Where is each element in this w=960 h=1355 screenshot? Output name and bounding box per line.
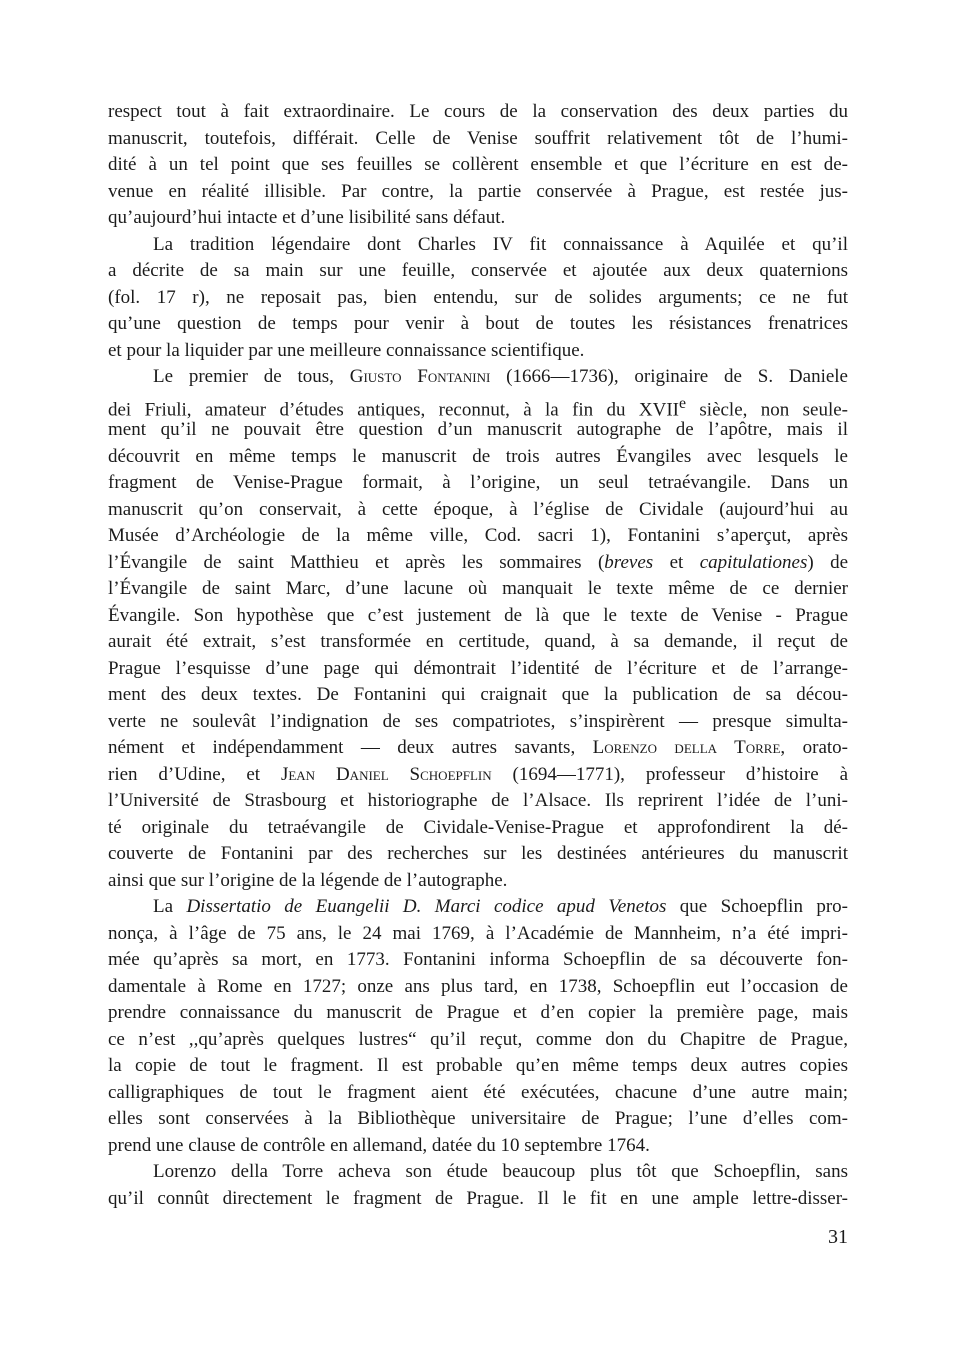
text-line: verte ne soulevât l’indignation de ses compatriotes, s’inspirèrent — presque simulta- <box>108 710 848 732</box>
page-number: 31 <box>828 1226 848 1248</box>
text-line: l’Évangile de saint Matthieu et après les sommaires (breves et capitulationes) de <box>108 551 849 573</box>
text-line: qu’il connût directement le fragment de Prague. Il le fit en une ample lettre-disser- <box>108 1187 848 1209</box>
text-line: calligraphiques de tout le fragment aient été exécutées, chacune d’une autre main; <box>108 1081 848 1103</box>
text-line: té originale du tetraévangile de Cividale-Venise-Prague et approfondirent la dé- <box>108 816 848 838</box>
text-line: Prague l’esquisse d’une page qui démontrait l’identité de l’écriture et de l’arrange- <box>108 657 848 679</box>
text-line: La tradition légendaire dont Charles IV fit connaissance à Aquilée et qu’il <box>153 233 848 255</box>
text-line: qu’une question de temps pour venir à bout de toutes les résistances frenatrices <box>108 313 848 334</box>
paragraph-3 <box>108 364 848 894</box>
text-line: venue en réalité illisible. Par contre, la partie conservée à Prague, est restée jus- <box>108 180 848 202</box>
text-line: dité à un tel point que ses feuilles se collèrent ensemble et que l’écriture en est de- <box>108 154 848 175</box>
text-line: Musée d’Archéologie de la même ville, Cod. sacri 1), Fontanini s’aperçut, après <box>108 525 848 546</box>
text-line: ainsi que sur l’origine de la légende de l’autographe. <box>108 869 508 891</box>
text-line: ment des deux textes. De Fontanini qui craignait que la publication de sa décou- <box>108 684 848 705</box>
text-line: prendre connaissance du manuscrit de Prague et d’en copier la première page, mais <box>108 1002 848 1023</box>
text-line: manuscrit, toutefois, différait. Celle de Venise souffrit relativement tôt de l’humi- <box>108 127 848 149</box>
person-name: Giusto Fontanini <box>349 366 491 387</box>
text-line: Évangile. Son hypothèse que c’est justement de là que le texte de Venise - Prague <box>108 604 848 626</box>
paragraph-5 <box>108 1159 848 1212</box>
text-line: elles sont conservées à la Bibliothèque universitaire de Prague; l’une d’elles com- <box>108 1108 848 1129</box>
paragraph-2 <box>108 232 848 365</box>
text-line: respect tout à fait extraordinaire. Le cours de la conservation des deux parties du <box>108 101 848 122</box>
work-title: Dissertatio de Euangelii D. Marci codice apud Venetos <box>186 896 667 917</box>
paragraph-4 <box>108 894 848 1159</box>
text-line: fragment de Venise-Prague formait, à l’origine, un seul tetraévangile. Dans un <box>108 472 848 493</box>
text-line: couverte de Fontanini par des recherches sur les destinées antérieures du manuscrit <box>108 843 848 864</box>
person-name: Jean Daniel Schoepflin <box>280 763 492 785</box>
text-line: prend une clause de contrôle en allemand, datée du 10 septembre 1764. <box>108 1134 650 1156</box>
text-line: qu’aujourd’hui intacte et d’une lisibilité sans défaut. <box>108 207 506 228</box>
text-line: découvrit en même temps le manuscrit de trois autres Évangiles avec lesquels le <box>108 445 848 467</box>
text-line: ment qu’il ne pouvait être question d’un manuscrit autographe de l’apôtre, mais il <box>108 419 848 440</box>
text-line: l’Université de Strasbourg et historiographe de l’Alsace. Ils reprirent l’idée de l’uni- <box>108 790 848 811</box>
text-line: Lorenzo della Torre acheva son étude beaucoup plus tôt que Schoepflin, sans <box>153 1161 848 1182</box>
text-line: la copie de tout le fragment. Il est probable qu’en même temps deux autres copies <box>108 1055 848 1076</box>
text-line: rien d’Udine, et Jean Daniel Schoepflin (1694—1771), professeur d’histoire à <box>108 763 849 785</box>
text-line: nonça, à l’âge de 75 ans, le 24 mai 1769, à l’Académie de Mannheim, n’a été impri- <box>108 922 848 944</box>
text-line: et pour la liquider par une meilleure connaissance scientifique. <box>108 339 585 361</box>
text-line: La Dissertatio de Euangelii D. Marci codice apud Venetos que Schoepflin pro- <box>153 896 848 917</box>
text-line: manuscrit qu’on conservait, à cette époque, à l’église de Cividale (aujourd’hui au <box>108 498 848 520</box>
text-line: nément et indépendamment — deux autres savants, Lorenzo della Torre, orato- <box>108 737 848 758</box>
text-line: aurait été extrait, s’est transformée en certitude, quand, à sa demande, il reçut de <box>108 631 848 652</box>
text-line: Le premier de tous, Giusto Fontanini (1666—1736), originaire de S. Daniele <box>153 366 848 387</box>
text-line: dei Friuli, amateur d’études antiques, reconnut, à la fin du XVIIe siècle, non seule- <box>108 394 848 420</box>
text-line: mée qu’après sa mort, en 1773. Fontanini informa Schoepflin de sa découverte fon- <box>108 949 848 970</box>
person-name: Lorenzo della Torre <box>592 737 781 758</box>
paragraph-1 <box>108 99 848 232</box>
text-line: (fol. 17 r), ne reposait pas, bien entendu, sur de solides arguments; ce ne fut <box>108 286 848 308</box>
text-line: ce n’est ,,qu’après quelques lustres“ qu’il reçut, comme don du Chapitre de Prague, <box>108 1028 848 1050</box>
text-line: l’Évangile de saint Marc, d’une lacune où manquait le texte même de ce dernier <box>108 578 848 599</box>
text-line: damentale à Rome en 1727; onze ans plus tard, en 1738, Schoepflin eut l’occasion de <box>108 975 848 997</box>
text-line: a décrite de sa main sur une feuille, conservée et ajoutée aux deux quaternions <box>108 260 848 281</box>
page-body <box>108 99 848 1212</box>
